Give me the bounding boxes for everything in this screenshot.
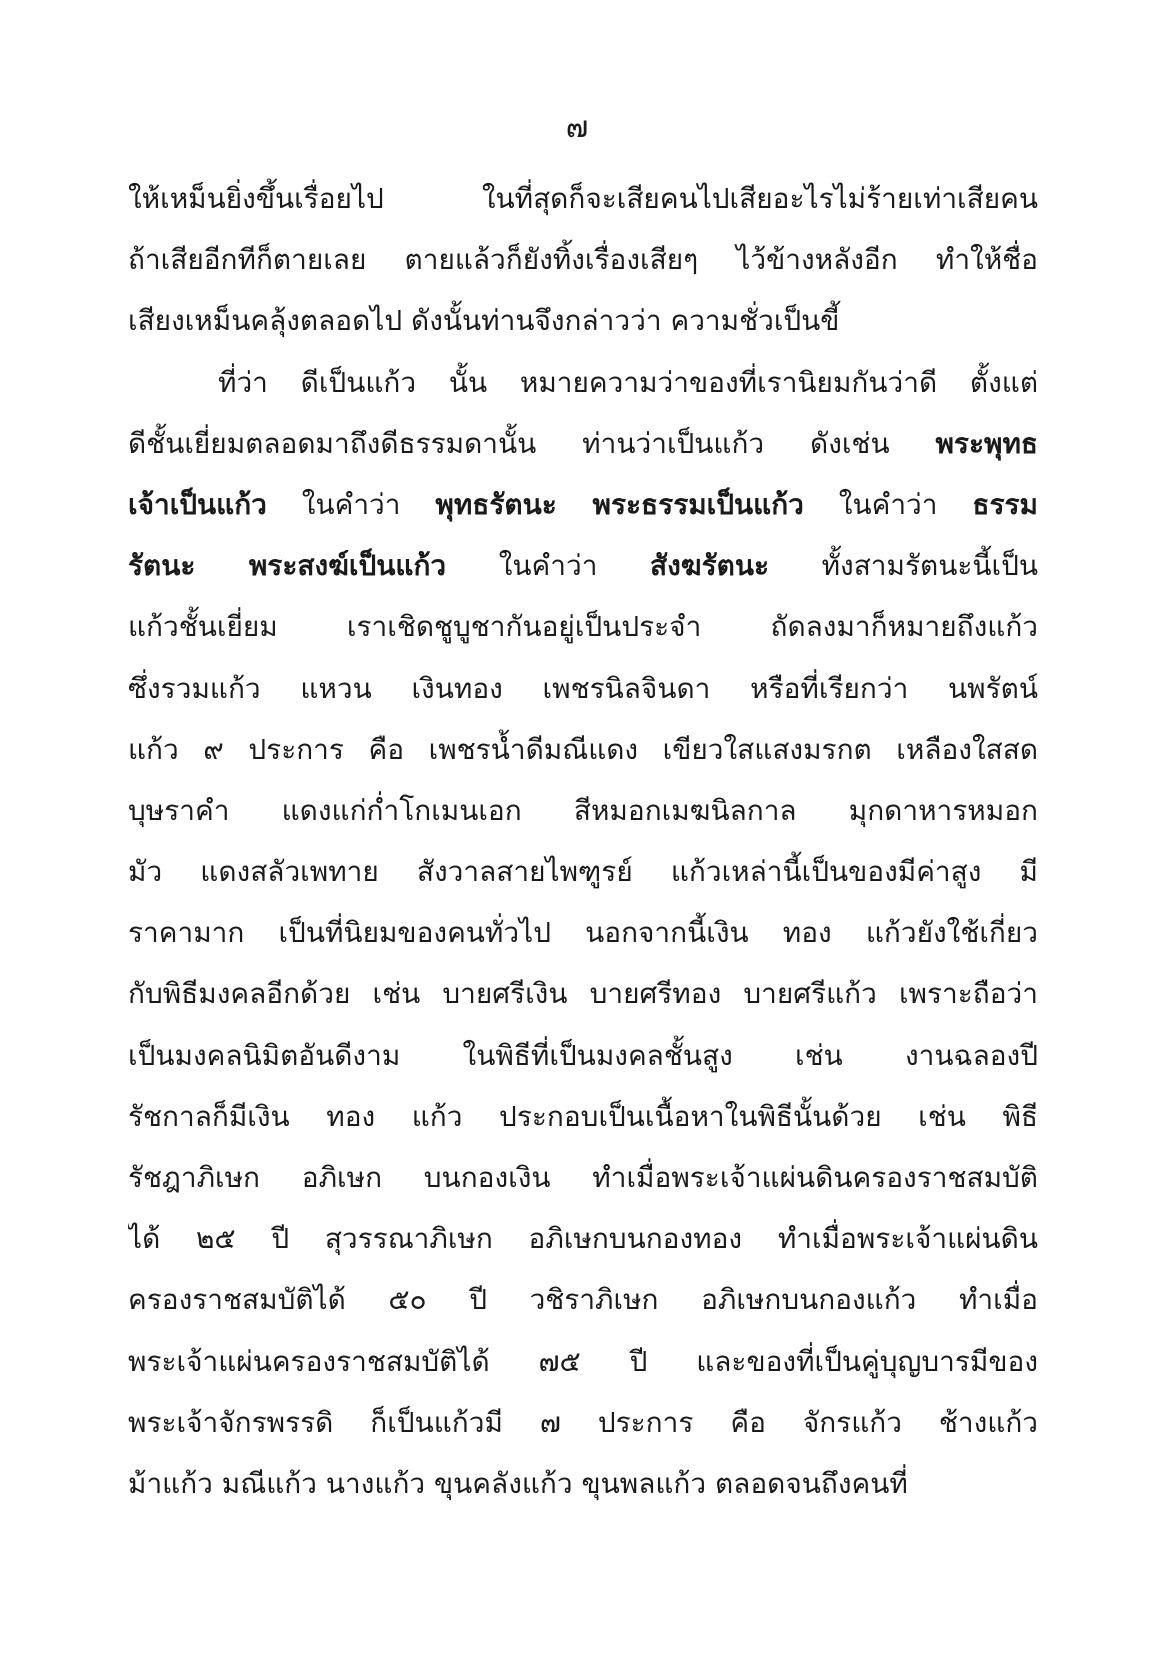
text-segment: ให้เหม็นยิ่งขึ้นเรื่อยไป ในที่สุดก็จะเสียคนไปเสียอะไรไม่ร้ายเท่าเสียคน [128,182,1038,215]
text-segment: ดีชั้นเยี่ยมตลอดมาถึงดีธรรมดานั้น ท่านว่าเป็นแก้ว ดังเช่น [128,426,936,460]
text-line [128,1402,1038,1463]
text-line [128,1279,1038,1340]
text-line [128,545,1038,606]
text-segment: เสียงเหม็นคลุ้งตลอดไป ดังนั้นท่านจึงกล่าวว่า ความชั่วเป็นขี้ [128,304,840,338]
bold-text-segment: รัตนะ พระสงฆ์เป็นแก้ว [128,549,447,583]
text-segment: แก้วชั้นเยี่ยม เราเชิดชูบูชากันอยู่เป็นประจำ ถัดลงมาก็หมายถึงแก้ว [128,610,1038,644]
text-segment: ซึ่งรวมแก้ว แหวน เงินทอง เพชรนิลจินดา หรือที่เรียกว่า นพรัตน์ [128,671,1038,705]
text-segment: บุษราคำ แดงแก่ก่ำโกเมนเอก สีหมอกเมฆนิลกาล มุกดาหารหมอก [128,793,1038,827]
text-segment: รัชฎาภิเษก อภิเษก บนกองเงิน ทำเมื่อพระเจ้าแผ่นดินครองราชสมบัติ [128,1161,1038,1194]
text-line [128,300,1038,361]
text-segment: ราคามาก เป็นที่นิยมของคนทั่วไป นอกจากนี้เงิน ทอง แก้วยังใช้เกี่ยว [128,916,1038,950]
text-line [128,178,1038,239]
text-segment: ทั้งสามรัตนะนี้เป็น [769,549,1038,583]
bold-text-segment: พุทธรัตนะ พระธรรมเป็นแก้ว [435,487,804,521]
bold-text-segment: เจ้าเป็นแก้ว [128,487,267,521]
text-segment: ได้ ๒๕ ปี สุวรรณาภิเษก อภิเษกบนกองทอง ทำเมื่อพระเจ้าแผ่นดิน [128,1222,1038,1256]
text-line [128,790,1038,851]
text-line [128,912,1038,973]
text-line [128,606,1038,667]
bold-text-segment: ธรรม [972,487,1038,521]
text-line [128,1035,1038,1096]
text-line [128,1341,1038,1402]
text-line [128,1157,1038,1218]
text-segment: ถ้าเสียอีกทีก็ตายเลย ตายแล้วก็ยังทิ้งเรื่องเสียๆ ไว้ข้างหลังอีก ทำให้ชื่อ [128,243,1038,277]
text-segment: รัชกาลก็มีเงิน ทอง แก้ว ประกอบเป็นเนื้อหาในพิธีนั้นด้วย เช่น พิธี [128,1099,1038,1133]
text-segment: ในคำว่า [446,549,651,583]
text-line [128,239,1038,300]
text-line [128,1218,1038,1279]
text-line [128,423,1038,484]
text-segment: พระเจ้าจักรพรรดิ ก็เป็นแก้วมี ๗ ประการ คือ จักรแก้ว ช้างแก้ว [128,1405,1038,1439]
text-line [128,729,1038,790]
body-text [128,178,1038,1524]
text-line [128,362,1038,423]
text-line [128,1463,1038,1524]
text-line [128,668,1038,729]
text-segment: เป็นมงคลนิมิตอันดีงาม ในพิธีที่เป็นมงคลชั้นสูง เช่น งานฉลองปี [128,1038,1038,1072]
text-segment: ม้าแก้ว มณีแก้ว นางแก้ว ขุนคลังแก้ว ขุนพลแก้ว ตลอดจนถึงคนที่ [128,1466,908,1500]
bold-text-segment: พระพุทธ [935,426,1038,460]
text-segment: ในคำว่า [266,487,436,521]
text-segment: ที่ว่า ดีเป็นแก้ว นั้น หมายความว่าของที่เรานิยมกันว่าดี ตั้งแต่ [218,365,1038,399]
text-segment: แก้ว ๙ ประการ คือ เพชรน้ำดีมณีแดง เขียวใสแสงมรกต เหลืองใสสด [128,732,1038,766]
text-line [128,973,1038,1034]
text-line [128,1096,1038,1157]
text-segment: ในคำว่า [803,487,973,521]
bold-text-segment: สังฆรัตนะ [650,549,769,583]
text-line [128,851,1038,912]
text-segment: กับพิธีมงคลอีกด้วย เช่น บายศรีเงิน บายศรีทอง บายศรีแก้ว เพราะถือว่า [128,977,1038,1011]
text-segment: มัว แดงสลัวเพทาย สังวาลสายไพฑูรย์ แก้วเหล่านี้เป็นของมีค่าสูง มี [128,855,1038,889]
page-number: ๗ [565,110,589,145]
text-line [128,484,1038,545]
text-segment: พระเจ้าแผ่นครองราชสมบัติได้ ๗๕ ปี และของที่เป็นคู่บุญบารมีของ [128,1344,1038,1378]
text-segment: ครองราชสมบัติได้ ๕๐ ปี วชิราภิเษก อภิเษกบนกองแก้ว ทำเมื่อ [128,1283,1038,1317]
